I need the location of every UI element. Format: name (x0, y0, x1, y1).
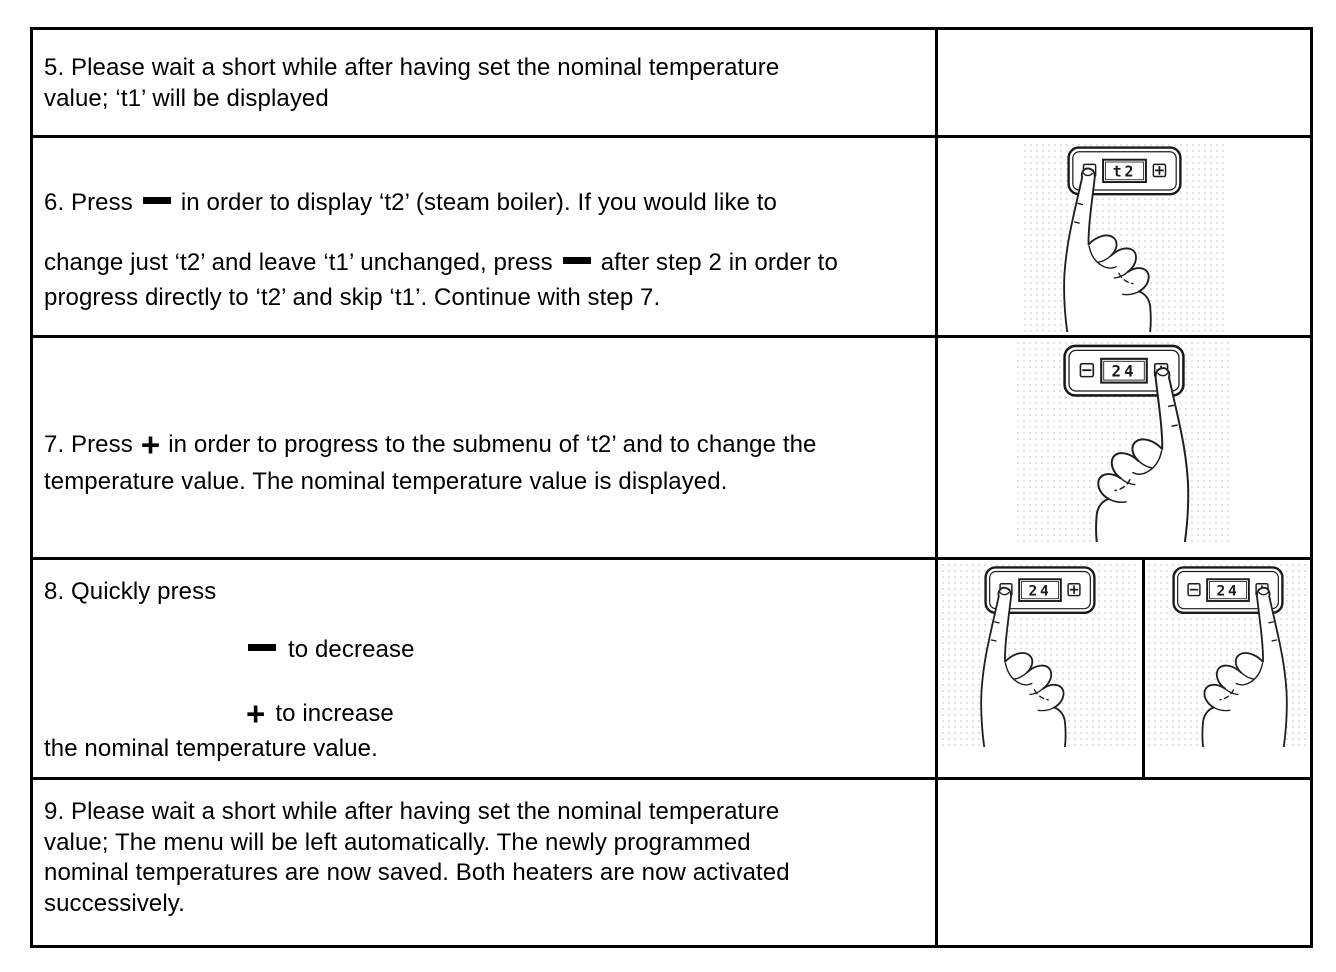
step-5-figure-cell-empty (938, 30, 1310, 135)
step-6-text-cell (33, 138, 938, 335)
step-9-line-3: nominal temperatures are now saved. Both heaters are now activated (44, 859, 790, 886)
step-6-line-1: 6. Press in order to display ‘t2’ (steam boiler). If you would like to (44, 189, 777, 216)
table-row-step-8 (33, 557, 1310, 777)
instruction-table (30, 27, 1313, 948)
table-row-step-5 (33, 30, 1310, 135)
display-value: t2 (1112, 162, 1136, 181)
step-8-line-4: the nominal temperature value. (44, 735, 378, 762)
step-9-text-cell (33, 780, 938, 945)
step-7-figure-cell (938, 338, 1310, 557)
step-8-text-cell (33, 560, 938, 777)
step-6-figure-cell (938, 138, 1310, 335)
step-5-text-cell (33, 30, 938, 135)
step-9-figure-cell-empty (938, 780, 1310, 945)
step-7-text-cell (33, 338, 938, 557)
step-6-line-3: progress directly to ‘t2’ and skip ‘t1’. Continue with step 7. (44, 284, 661, 311)
step-9-line-2: value; The menu will be left automatically. The newly programmed (44, 828, 751, 856)
step-8-figure-cells (938, 560, 1310, 777)
display-value: 24 (1216, 583, 1239, 600)
step-6-line-2: change just ‘t2’ and leave ‘t1’ unchanged, press after step 2 in order to (44, 249, 838, 276)
table-row-step-7 (33, 335, 1310, 557)
display-value: 24 (1028, 583, 1052, 600)
step-9-line-4: successively. (44, 889, 185, 917)
step-8-line-1: 8. Quickly press (44, 578, 217, 605)
step-7-line-2: temperature value. The nominal temperature value is displayed. (44, 468, 728, 495)
step-8-decrease-line: to decrease (246, 634, 921, 665)
plus-symbol: + (246, 695, 266, 732)
step-9-line-1: 9. Please wait a short while after having set the nominal temperature (44, 798, 780, 825)
minus-symbol (248, 644, 276, 651)
step-5-line-1: 5. Please wait a short while after having set the nominal temperature (44, 53, 780, 81)
table-row-step-9 (33, 777, 1310, 945)
step-7-illustration (1015, 340, 1233, 542)
display-value: 24 (1111, 361, 1137, 381)
step-7-line-1: 7. Press + in order to progress to the submenu of ‘t2’ and to change the (44, 426, 817, 463)
step-5-line-2: value; ‘t1’ will be displayed (44, 84, 329, 112)
table-row-step-6 (33, 135, 1310, 335)
step-8-minus-illustration (940, 562, 1140, 747)
step-8-plus-illustration (1145, 562, 1310, 747)
step-8-increase-line: + to increase (246, 695, 394, 732)
minus-symbol (143, 197, 171, 204)
step-6-paragraph-2 (44, 245, 921, 315)
minus-symbol (563, 257, 591, 264)
plus-symbol: + (140, 426, 161, 463)
step-8-left-figure-cell (938, 560, 1145, 777)
step-8-right-figure-cell (1145, 560, 1310, 777)
step-6-illustration (1022, 142, 1227, 332)
